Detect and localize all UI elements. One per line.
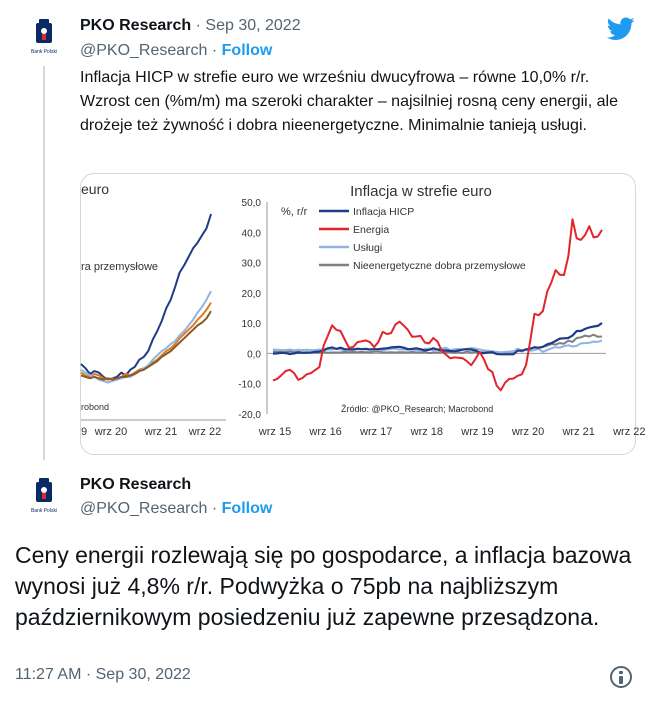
x-tick-label: wrz 18 <box>410 426 444 438</box>
separator-dot: · <box>195 17 206 34</box>
x-tick-label: wrz 21 <box>562 426 595 438</box>
author-name[interactable]: PKO Research <box>80 17 192 34</box>
series-line <box>273 219 602 390</box>
author-handle-2[interactable]: @PKO_Research <box>80 500 208 517</box>
chart-source: Źródło: @PKO_Research; Macrobond <box>341 404 494 414</box>
y-axis-ticks <box>238 198 606 421</box>
chart-image <box>81 174 646 456</box>
author-avatar[interactable] <box>20 14 68 62</box>
avatar-caption: Bank Polski <box>30 508 58 514</box>
left-chart-source-fragment: robond <box>81 402 110 412</box>
separator-dot: · <box>211 42 222 59</box>
x-tick-label: wrz 19 <box>461 426 494 438</box>
left-chart-lines <box>81 214 211 383</box>
left-chart-x-ticks <box>81 426 221 438</box>
x-tick-label: wrz 16 <box>309 426 342 438</box>
tweet-text: Inflacja HICP w strefie euro we wrześniu dwucyfrowa – równe 10,0% r/r. Wzrost cen (%m/m) ma szeroki charakter – najsilniej rosną ceny energii, ale drożeje też żywność i dobra nieenergetyczne. Minimalnie tanieją usługi. <box>80 69 618 134</box>
tweet-media[interactable] <box>80 173 646 455</box>
main-chart <box>238 183 645 438</box>
tweet-text-2: Ceny energii rozlewają się po gospodarce, a inflacja bazowa wynosi już 4,8% r/r. Podwyżka o 75pb na najbliższym październikowym posiedzeniu już zapewne przesądzona. <box>15 542 632 630</box>
left-x-tick-label: wrz 20 <box>94 426 128 438</box>
left-chart-title-fragment: euro <box>81 181 110 197</box>
author-row <box>80 17 301 35</box>
avatar-caption: Bank Polski <box>30 49 58 55</box>
pko-logo-icon <box>20 14 68 62</box>
left-chart-legend-fragment: ra przemysłowe <box>81 261 159 273</box>
left-chart <box>81 181 226 438</box>
chart-series <box>273 219 602 390</box>
info-icon[interactable] <box>610 666 632 688</box>
thread-line <box>43 66 45 460</box>
left-x-tick-label: wrz 21 <box>144 426 178 438</box>
left-x-tick-label: 9 <box>81 426 88 438</box>
y-axis-label: %, r/r <box>281 206 308 218</box>
legend-label: Energia <box>353 224 390 236</box>
x-tick-label: wrz 22 <box>613 426 646 438</box>
handle-row <box>80 42 272 60</box>
handle-row-2 <box>80 500 272 518</box>
y-tick-label: 20,0 <box>241 288 261 300</box>
tweet-timestamp[interactable]: 11:27 AM · Sep 30, 2022 <box>15 666 191 683</box>
twitter-bird-icon[interactable] <box>607 17 635 41</box>
author-avatar-2[interactable] <box>20 473 68 521</box>
pko-logo-icon <box>20 473 68 521</box>
y-tick-label: -20,0 <box>238 410 261 421</box>
author-handle[interactable]: @PKO_Research <box>80 42 208 59</box>
y-tick-label: 40,0 <box>241 228 261 240</box>
x-tick-label: wrz 17 <box>360 426 393 438</box>
separator-dot: · <box>211 500 222 517</box>
author-name-2[interactable]: PKO Research <box>80 476 192 493</box>
follow-button[interactable]: Follow <box>221 42 273 59</box>
chart-title: Inflacja w strefie euro <box>350 183 492 200</box>
legend-label: Nieenergetyczne dobra przemysłowe <box>353 260 526 272</box>
x-tick-label: wrz 15 <box>258 426 292 438</box>
follow-button-2[interactable]: Follow <box>221 500 273 517</box>
y-tick-label: 30,0 <box>241 258 261 270</box>
y-tick-label: 50,0 <box>241 198 261 209</box>
left-series-line <box>81 214 211 380</box>
y-tick-label: -10,0 <box>238 379 261 391</box>
tweet-date[interactable]: Sep 30, 2022 <box>205 17 301 34</box>
x-tick-label: wrz 20 <box>511 426 545 438</box>
author-row-2 <box>80 476 191 494</box>
x-axis-ticks <box>258 426 646 438</box>
legend-label: Inflacja HICP <box>353 206 415 218</box>
y-tick-label: 10,0 <box>241 319 261 331</box>
legend-label: Usługi <box>353 242 383 254</box>
y-tick-label: 0,0 <box>247 349 261 361</box>
left-x-tick-label: wrz 22 <box>188 426 222 438</box>
chart-legend <box>319 206 526 272</box>
